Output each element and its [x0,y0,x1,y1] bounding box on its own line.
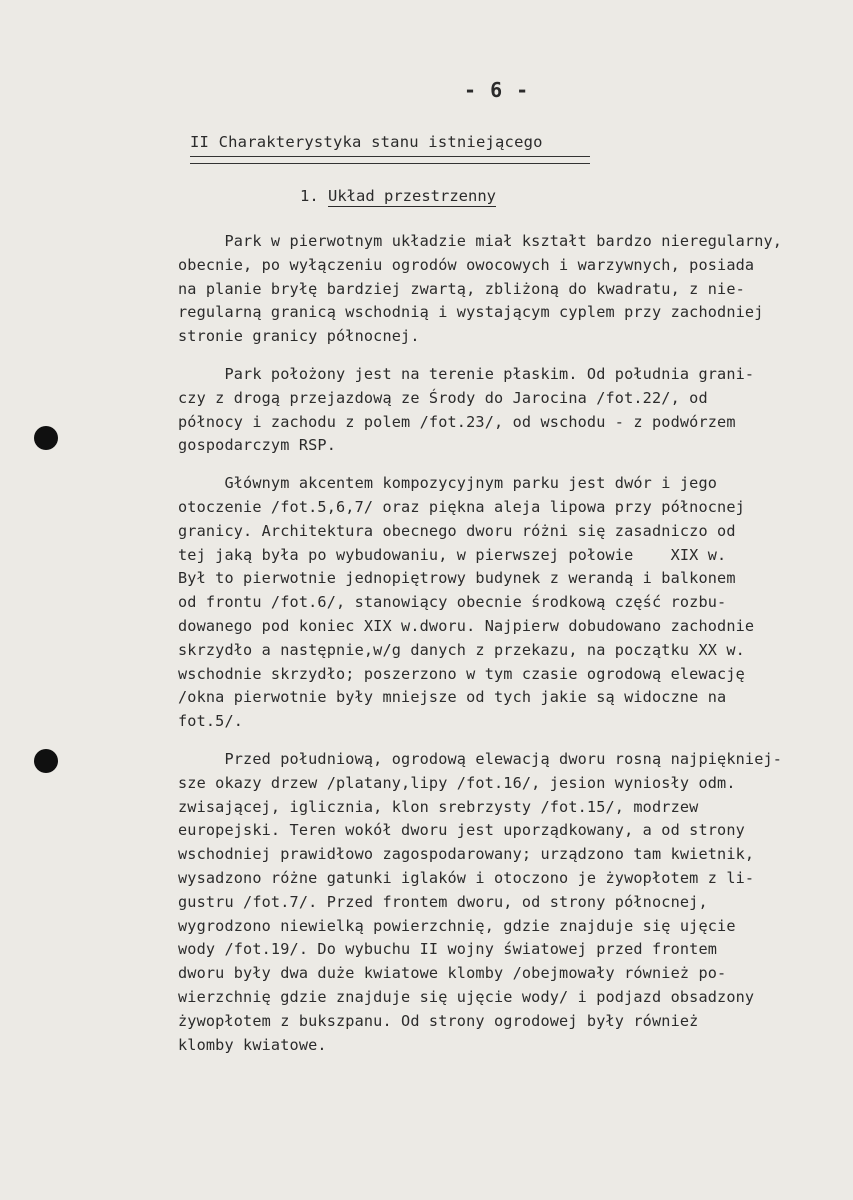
text-line: Park w pierwotnym układzie miał kształt bardzo nieregularny, [178,232,783,250]
paragraph [178,363,850,458]
text-line: Przed południową, ogrodową elewacją dworu rosną najpiękniej- [178,749,783,768]
section-heading: II Charakterystyka stanu istniejącego [190,133,543,151]
section-heading-double-underline [190,156,590,164]
text-line: wschodniej prawidłowo zagospodarowany; urządzono tam kwietnik, [178,845,755,864]
text-line: /okna pierwotnie były mniejsze od tych jakie są widoczne na [178,688,727,707]
text-line: wierzchnię gdzie znajduje się ujęcie wody/ i podjazd obsadzony [178,987,755,1006]
text-line: północy i zachodu z polem /fot.23/, od wschodu - z podwórzem [178,412,736,431]
text-line: dowanego pod koniec XIX w.dworu. Najpierw dobudowano zachodnie [178,616,755,635]
text-line: wysadzono różne gatunki iglaków i otoczono je żywopłotem z li- [178,868,755,887]
text-line: obecnie, po wyłączeniu ogrodów owocowych i warzywnych, posiada [178,255,755,274]
text-line: klomby kwiatowe. [178,1035,327,1054]
text-line: otoczenie /fot.5,6,7/ oraz piękna aleja lipowa przy północnej [178,497,745,516]
text-line: wody /fot.19/. Do wybuchu II wojny światowej przed frontem [178,940,718,959]
paragraph [178,230,850,349]
subheading [300,187,496,205]
text-line: fot.5/. [178,712,244,731]
subheading-number: 1. [300,187,319,205]
text-line: skrzydło a następnie,w/g danych z przekazu, na początku XX w. [178,640,745,659]
text-line: zwisającej, iglicznia, klon srebrzysty /fot.15/, modrzew [178,797,699,816]
text-line: gustru /fot.7/. Przed frontem dworu, od strony północnej, [178,892,708,911]
text-line: europejski. Teren wokół dworu jest uporządkowany, a od strony [178,821,745,840]
text-line: tej jaką była po wybudowaniu, w pierwszej połowie XIX w. [178,545,727,564]
paragraph [178,748,850,1057]
text-line: dworu były dwa duże kwiatowe klomby /obejmowały również po- [178,964,727,983]
text-line: Głównym akcentem kompozycyjnym parku jest dwór i jego [178,474,718,493]
text-line: wschodnie skrzydło; poszerzono w tym czasie ogrodową elewację [178,664,745,683]
text-line: czy z drogą przejazdową ze Środy do Jarocina /fot.22/, od [178,388,708,407]
text-line: gospodarczym RSP. [178,436,336,455]
text-line: sze okazy drzew /platany,lipy /fot.16/, jesion wyniosły odm. [178,773,736,792]
binder-hole-bottom [34,749,58,773]
text-line: od frontu /fot.6/, stanowiący obecnie środkową część rozbu- [178,593,727,612]
text-line: na planie bryłę bardziej zwartą, zbliżoną do kwadratu, z nie- [178,279,745,298]
text-line: Był to pierwotnie jednopiętrowy budynek z werandą i balkonem [178,569,736,588]
text-line: stronie granicy północnej. [178,327,420,346]
text-line: granicy. Architektura obecnego dworu różni się zasadniczo od [178,521,736,540]
body-text [178,230,850,1057]
page-number: - 6 - [464,78,530,102]
text-line: żywopłotem z bukszpanu. Od strony ogrodowej były również [178,1011,699,1030]
text-line: wygrodzono niewielką powierzchnię, gdzie znajduje się ujęcie [178,916,736,935]
binder-hole-top [34,426,58,450]
text-line: Park położony jest na terenie płaskim. Od południa grani- [178,364,755,383]
subheading-title: Układ przestrzenny [328,187,496,205]
text-line: regularną granicą wschodnią i wystającym cyplem przy zachodniej [178,303,764,322]
paragraph [178,472,850,734]
